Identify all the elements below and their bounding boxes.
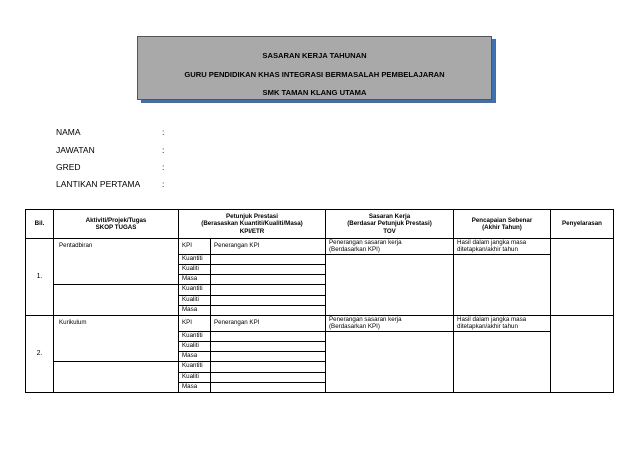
achievement-cell (454, 254, 551, 315)
field-colon: : (162, 179, 165, 189)
header-pencapaian-line2: (Akhir Tahun) (482, 224, 522, 231)
measure-cell: Masa (179, 382, 211, 392)
measure-cell: Kualiti (179, 341, 211, 351)
measure-cell: Kuantiti (179, 362, 211, 372)
kpi-cell: KPI (179, 239, 211, 255)
header-pencapaian-line1: Pencapaian Sebenar (471, 216, 533, 224)
kpi-description-cell (211, 265, 326, 275)
kpi-description-cell (211, 352, 326, 362)
school-name: SMK TAMAN KLANG UTAMA (262, 88, 367, 97)
target-cell (326, 254, 454, 315)
activity-cell (54, 362, 179, 393)
header-pencapaian (454, 210, 551, 239)
kpi-description-cell (211, 331, 326, 341)
header-petunjuk-line3: KPI/ETR (239, 227, 265, 235)
row-number: 2. (26, 315, 54, 392)
field-label: NAMA (56, 127, 81, 137)
measure-cell: Masa (179, 352, 211, 362)
field-colon: : (162, 127, 165, 137)
kpi-cell: KPI (179, 315, 211, 331)
kpi-description-cell: Penerangan KPI (211, 315, 326, 331)
field-colon: : (162, 162, 165, 172)
kpi-description-cell: Penerangan KPI (211, 239, 326, 255)
kpi-description-cell (211, 362, 326, 372)
kpi-description-cell (211, 341, 326, 351)
header-aktiviti-line1: Aktiviti/Projek/Tugas (85, 216, 147, 224)
header-sasaran (326, 210, 454, 239)
achievement-cell (454, 331, 551, 392)
header-sasaran-line3: TOV (383, 227, 396, 235)
target-cell (326, 331, 454, 392)
kpi-description-cell (211, 382, 326, 392)
header-sasaran-line2: (Berdasar Petunjuk Prestasi) (347, 220, 432, 228)
measure-cell: Kuantiti (179, 285, 211, 295)
target-line2: (Berdasarkan KPI) (329, 323, 380, 331)
kpi-description-cell (211, 295, 326, 305)
measure-cell: Kualiti (179, 372, 211, 382)
field-label: LANTIKAN PERTAMA (56, 179, 141, 189)
achievement-line2: ditetapkan/akhir tahun (457, 323, 518, 331)
measure-cell: Kuantiti (179, 331, 211, 341)
header-bil: Bil. (26, 210, 54, 239)
header-penyelarasan: Penyelarasan (551, 210, 614, 239)
penyelarasan-cell (551, 315, 614, 392)
kpi-description-cell (211, 305, 326, 315)
kpi-description-cell (211, 285, 326, 295)
measure-cell: Masa (179, 275, 211, 285)
document-subtitle: GURU PENDIDIKAN KHAS INTEGRASI BERMASALAH PEMBELAJARAN (184, 70, 445, 79)
table-header-row (26, 210, 614, 239)
achievement-line1: Hasil dalam jangka masa (457, 239, 527, 246)
table-row (26, 239, 614, 255)
activity-cell: Kurikulum (54, 315, 179, 361)
target-line1: Penerangan sasaran kerja (329, 315, 402, 323)
kpi-description-cell (211, 275, 326, 285)
document-title: SASARAN KERJA TAHUNAN (262, 51, 367, 60)
kpi-description-cell (211, 372, 326, 382)
target-line2: (Berdasarkan KPI) (329, 246, 380, 254)
kpi-description-cell (211, 254, 326, 264)
achievement-cell (454, 239, 551, 255)
activity-cell (54, 285, 179, 316)
title-box (137, 36, 492, 100)
header-aktiviti-line2: SKOP TUGAS (95, 224, 137, 231)
target-line1: Penerangan sasaran kerja (329, 239, 402, 246)
penyelarasan-cell (551, 239, 614, 316)
header-sasaran-line1: Sasaran Kerja (368, 212, 411, 220)
achievement-cell (454, 315, 551, 331)
measure-cell: Kualiti (179, 265, 211, 275)
row-number: 1. (26, 239, 54, 316)
target-cell (326, 239, 454, 255)
header-aktiviti (54, 210, 179, 239)
header-petunjuk-line2: (Berasaskan Kuantiti/Kualiti/Masa) (201, 220, 303, 228)
field-label: JAWATAN (56, 145, 95, 155)
target-cell (326, 315, 454, 331)
measure-cell: Kualiti (179, 295, 211, 305)
header-petunjuk (179, 210, 326, 239)
measure-cell: Kuantiti (179, 254, 211, 264)
achievement-line2: ditetapkan/akhir tahun (457, 246, 518, 254)
field-label: GRED (56, 162, 81, 172)
activity-cell: Pentadbiran (54, 239, 179, 285)
header-petunjuk-line1: Petunjuk Prestasi (226, 212, 278, 220)
skt-table (25, 209, 614, 393)
table-row (26, 315, 614, 331)
measure-cell: Masa (179, 305, 211, 315)
field-colon: : (162, 145, 165, 155)
achievement-line1: Hasil dalam jangka masa (457, 315, 527, 323)
